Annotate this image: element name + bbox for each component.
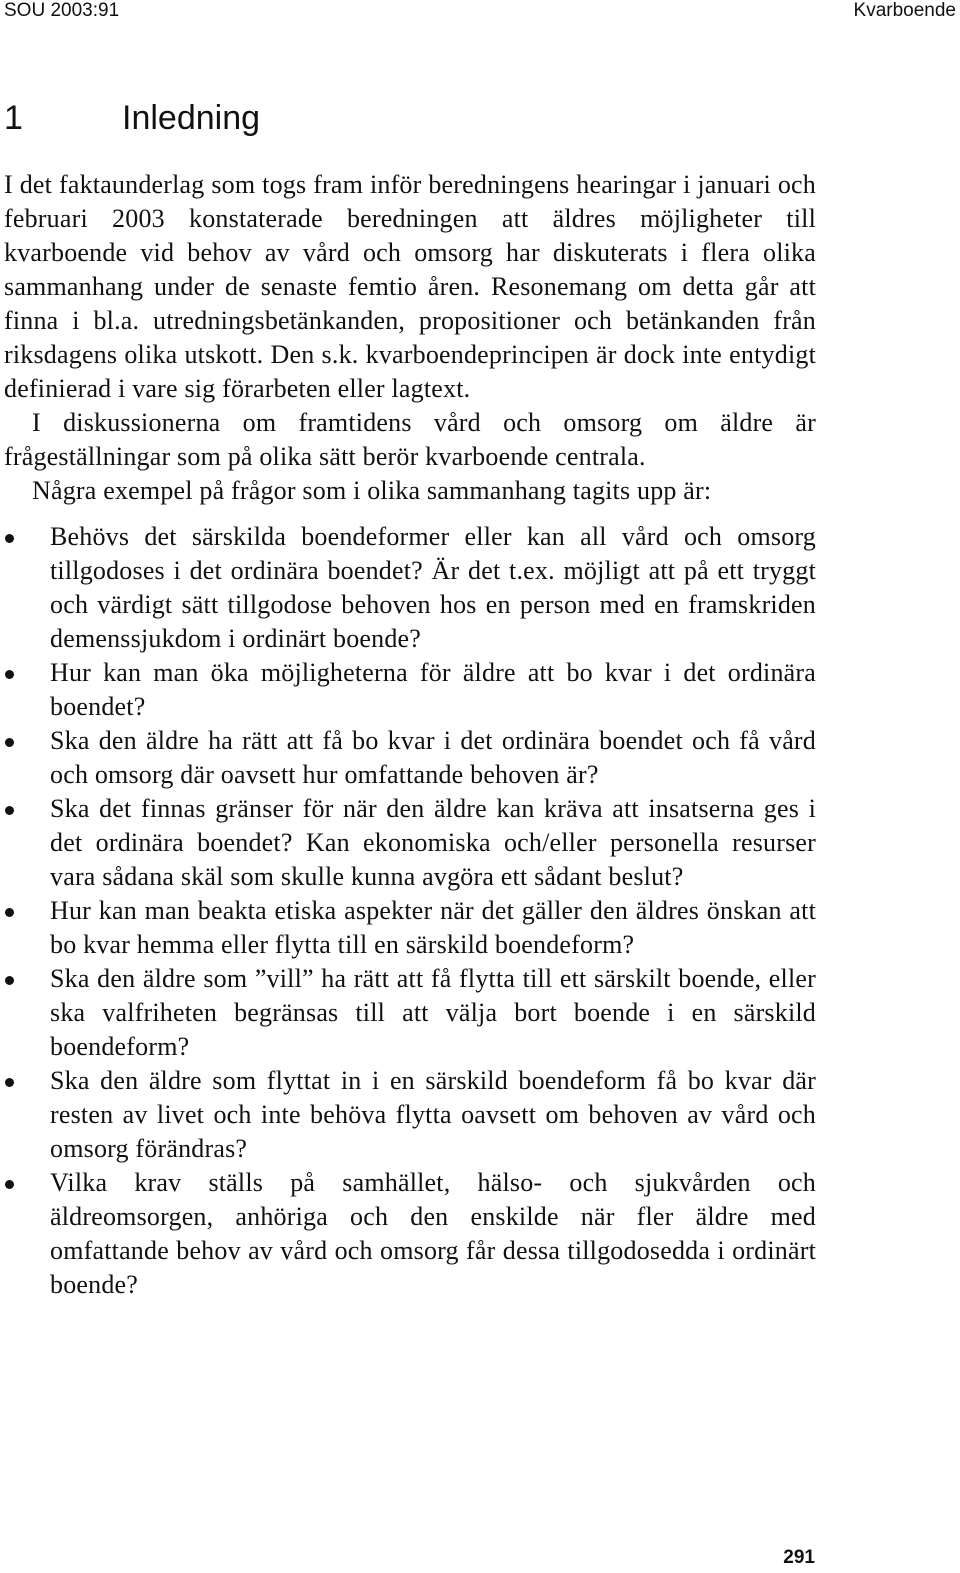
- bullet-icon: [5, 534, 14, 543]
- chapter-heading: [4, 97, 260, 139]
- bullet-icon: [5, 806, 14, 815]
- section-title-header: Kvarboende: [853, 0, 956, 21]
- list-item: [4, 520, 816, 656]
- list-item-text: Ska den äldre som ”vill” ha rätt att få flytta till ett särskilt boende, eller ska valfriheten begränsas till att välja bort boende i en särskild boendeform?: [50, 964, 816, 1061]
- list-item: [4, 962, 816, 1064]
- chapter-number: 1: [4, 99, 23, 137]
- chapter-title: Inledning: [122, 99, 261, 137]
- list-item: [4, 724, 816, 792]
- page-number: 291: [783, 1547, 815, 1568]
- list-item: [4, 792, 816, 894]
- list-item: [4, 894, 816, 962]
- body-text: [4, 168, 816, 1302]
- list-item-text: Behövs det särskilda boendeformer eller kan all vård och omsorg tillgodoses i det ordinära boendet? Är det t.ex. möjligt att på ett tryggt och värdigt sätt tillgodose behoven hos en person med en framskriden demenssjukdom i ordinärt boende?: [50, 522, 816, 653]
- report-reference: SOU 2003:91: [4, 0, 120, 21]
- list-item-text: Ska den äldre ha rätt att få bo kvar i det ordinära boendet och få vård och omsorg där oavsett hur omfattande behoven är?: [50, 726, 816, 789]
- bullet-icon: [5, 908, 14, 917]
- bullet-icon: [5, 670, 14, 679]
- bullet-icon: [5, 976, 14, 985]
- bullet-icon: [5, 1180, 14, 1189]
- paragraph: I diskussionerna om framtidens vård och omsorg om äldre är frågeställningar som på olika sätt berör kvarboende centrala.: [4, 408, 816, 471]
- paragraph: Några exempel på frågor som i olika sammanhang tagits upp är:: [32, 476, 712, 505]
- list-item: [4, 656, 816, 724]
- list-item-text: Hur kan man beakta etiska aspekter när det gäller den äldres önskan att bo kvar hemma eller flytta till en särskild boendeform?: [50, 896, 816, 959]
- list-item: [4, 1064, 816, 1166]
- list-item-text: Hur kan man öka möjligheterna för äldre att bo kvar i det ordinära boendet?: [50, 658, 816, 721]
- list-item: [4, 1166, 816, 1302]
- list-item-text: Vilka krav ställs på samhället, hälso- och sjukvården och äldreomsorgen, anhöriga och den enskilde när fler äldre med omfattande behov av vård och omsorg får dessa tillgodosedda i ordinärt boende?: [50, 1168, 816, 1299]
- bullet-icon: [5, 738, 14, 747]
- bullet-icon: [5, 1078, 14, 1087]
- running-header: [0, 0, 960, 24]
- list-item-text: Ska den äldre som flyttat in i en särskild boendeform få bo kvar där resten av livet och inte behöva flytta oavsett om behoven av vård och omsorg förändras?: [50, 1066, 816, 1163]
- paragraph: I det faktaunderlag som togs fram inför beredningens hearingar i januari och februari 2003 konstaterade beredningen att äldres möjligheter till kvarboende vid behov av vård och omsorg har diskuterats i flera olika sammanhang under de senaste femtio åren. Resonemang om detta går att finna i bl.a. utredningsbetänkanden, propositioner och betänkanden från riksdagens olika utskott. Den s.k. kvarboendeprincipen är dock inte entydigt definierad i vare sig förarbeten eller lagtext.: [4, 170, 816, 403]
- list-item-text: Ska det finnas gränser för när den äldre kan kräva att insatserna ges i det ordinära boendet? Kan ekonomiska och/eller personella resurser vara sådana skäl som skulle kunna avgöra ett sådant beslut?: [50, 794, 816, 891]
- question-list: [4, 520, 816, 1302]
